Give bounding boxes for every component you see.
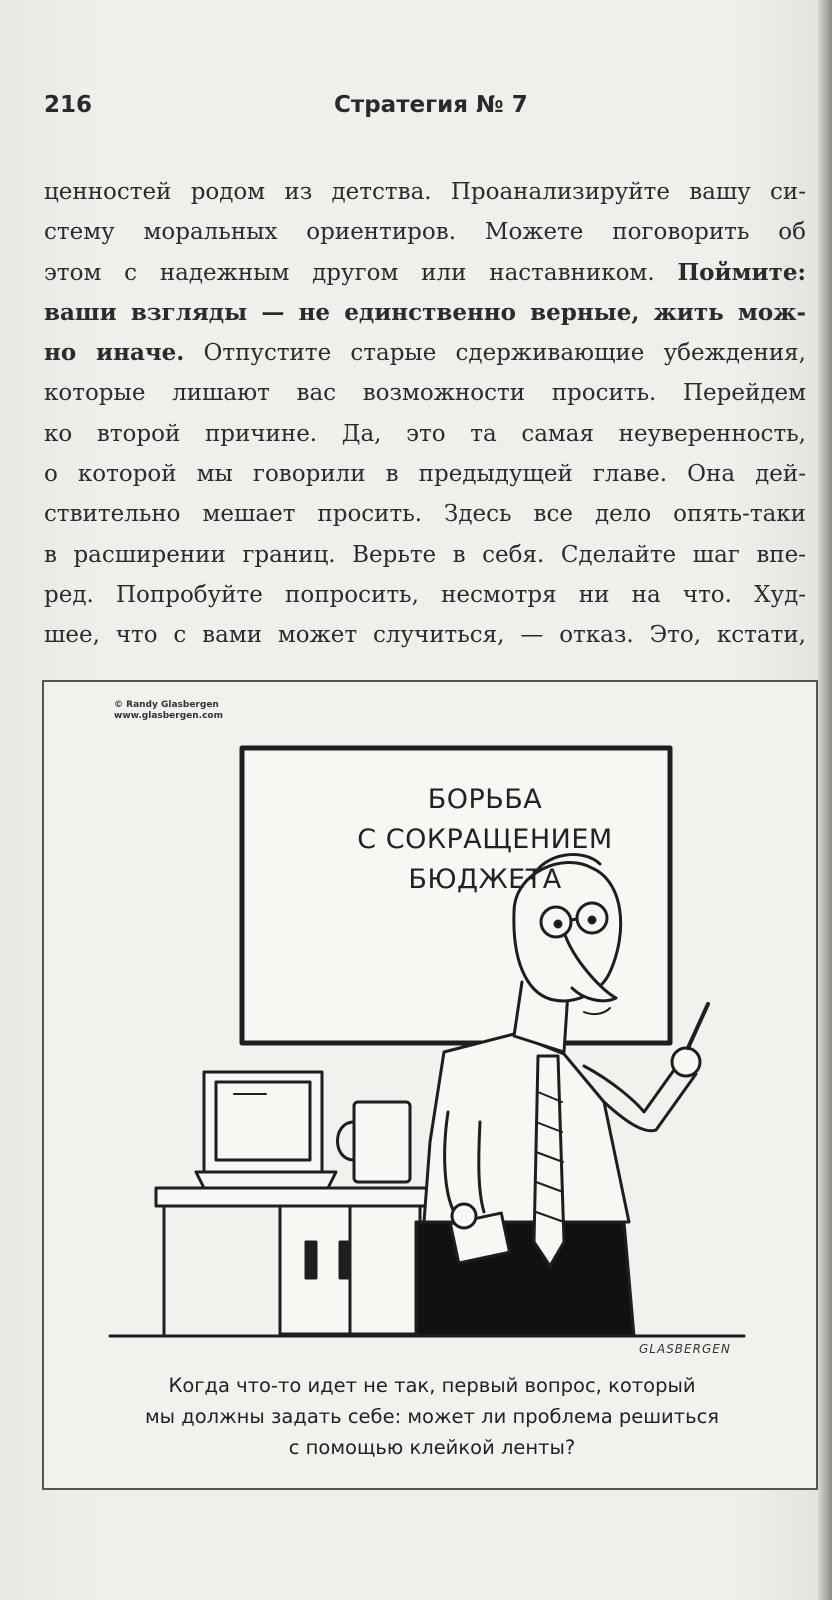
body-text [44, 172, 806, 656]
page-number: 216 [44, 92, 93, 118]
credit-copyright: © Randy Glasbergen [114, 700, 219, 710]
cartoon-frame [42, 680, 818, 1490]
man-trousers [416, 1222, 634, 1336]
whiteboard-line: С СОКРАЩЕНИЕМ [357, 824, 613, 855]
cartoon-caption [64, 1370, 800, 1463]
man-shirt [424, 1034, 629, 1222]
desk-top [156, 1188, 436, 1206]
text-line: шее, что с вами может случиться, — отказ. Это, кстати, [44, 622, 806, 649]
whiteboard-line: БОРЬБА [427, 784, 543, 815]
coffee-mug [354, 1102, 410, 1182]
artist-signature: GLASBERGEN [639, 1342, 731, 1356]
text-line: этом с надежным другом или наставником. Поймите: [44, 258, 806, 286]
text-line: ко второй причине. Да, это та самая неуверенность, [44, 420, 806, 447]
text-line: ред. Попробуйте попросить, несмотря ни на что. Худ- [44, 581, 806, 608]
chapter-title: Стратегия № 7 [334, 92, 528, 118]
caption-line: с помощью клейкой ленты? [288, 1436, 576, 1459]
text-line: ценностей родом из детства. Проанализируйте вашу си- [44, 179, 806, 205]
text-line: ствительно мешает просить. Здесь все дело опять-таки [44, 501, 806, 528]
pointer-pen [688, 1004, 708, 1048]
running-head [44, 92, 804, 128]
whiteboard-line: БЮДЖЕТА [408, 864, 562, 895]
text-line: стему моральных ориентиров. Можете поговорить об [44, 219, 806, 246]
text-line-bold: ваши взгляды — не единственно верные, жить мож- [44, 298, 806, 326]
caption-line: Когда что-то идет не так, первый вопрос, который [168, 1374, 696, 1397]
page-edge-shadow [818, 0, 832, 1600]
text-line: о которой мы говорили в предыдущей главе. Она дей- [44, 461, 806, 488]
man-hand [672, 1048, 700, 1076]
text-line: которые лишают вас возможности просить. Перейдем [44, 380, 806, 407]
text-line: но иначе. Отпустите старые сдерживающие убеждения, [44, 339, 806, 367]
credit-website: www.glasbergen.com [114, 711, 223, 721]
text-line: в расширении границ. Верьте в себя. Сделайте шаг впе- [44, 541, 806, 568]
caption-line: мы должны задать себе: может ли проблема решиться [144, 1405, 720, 1428]
whiteboard-text [296, 780, 674, 900]
